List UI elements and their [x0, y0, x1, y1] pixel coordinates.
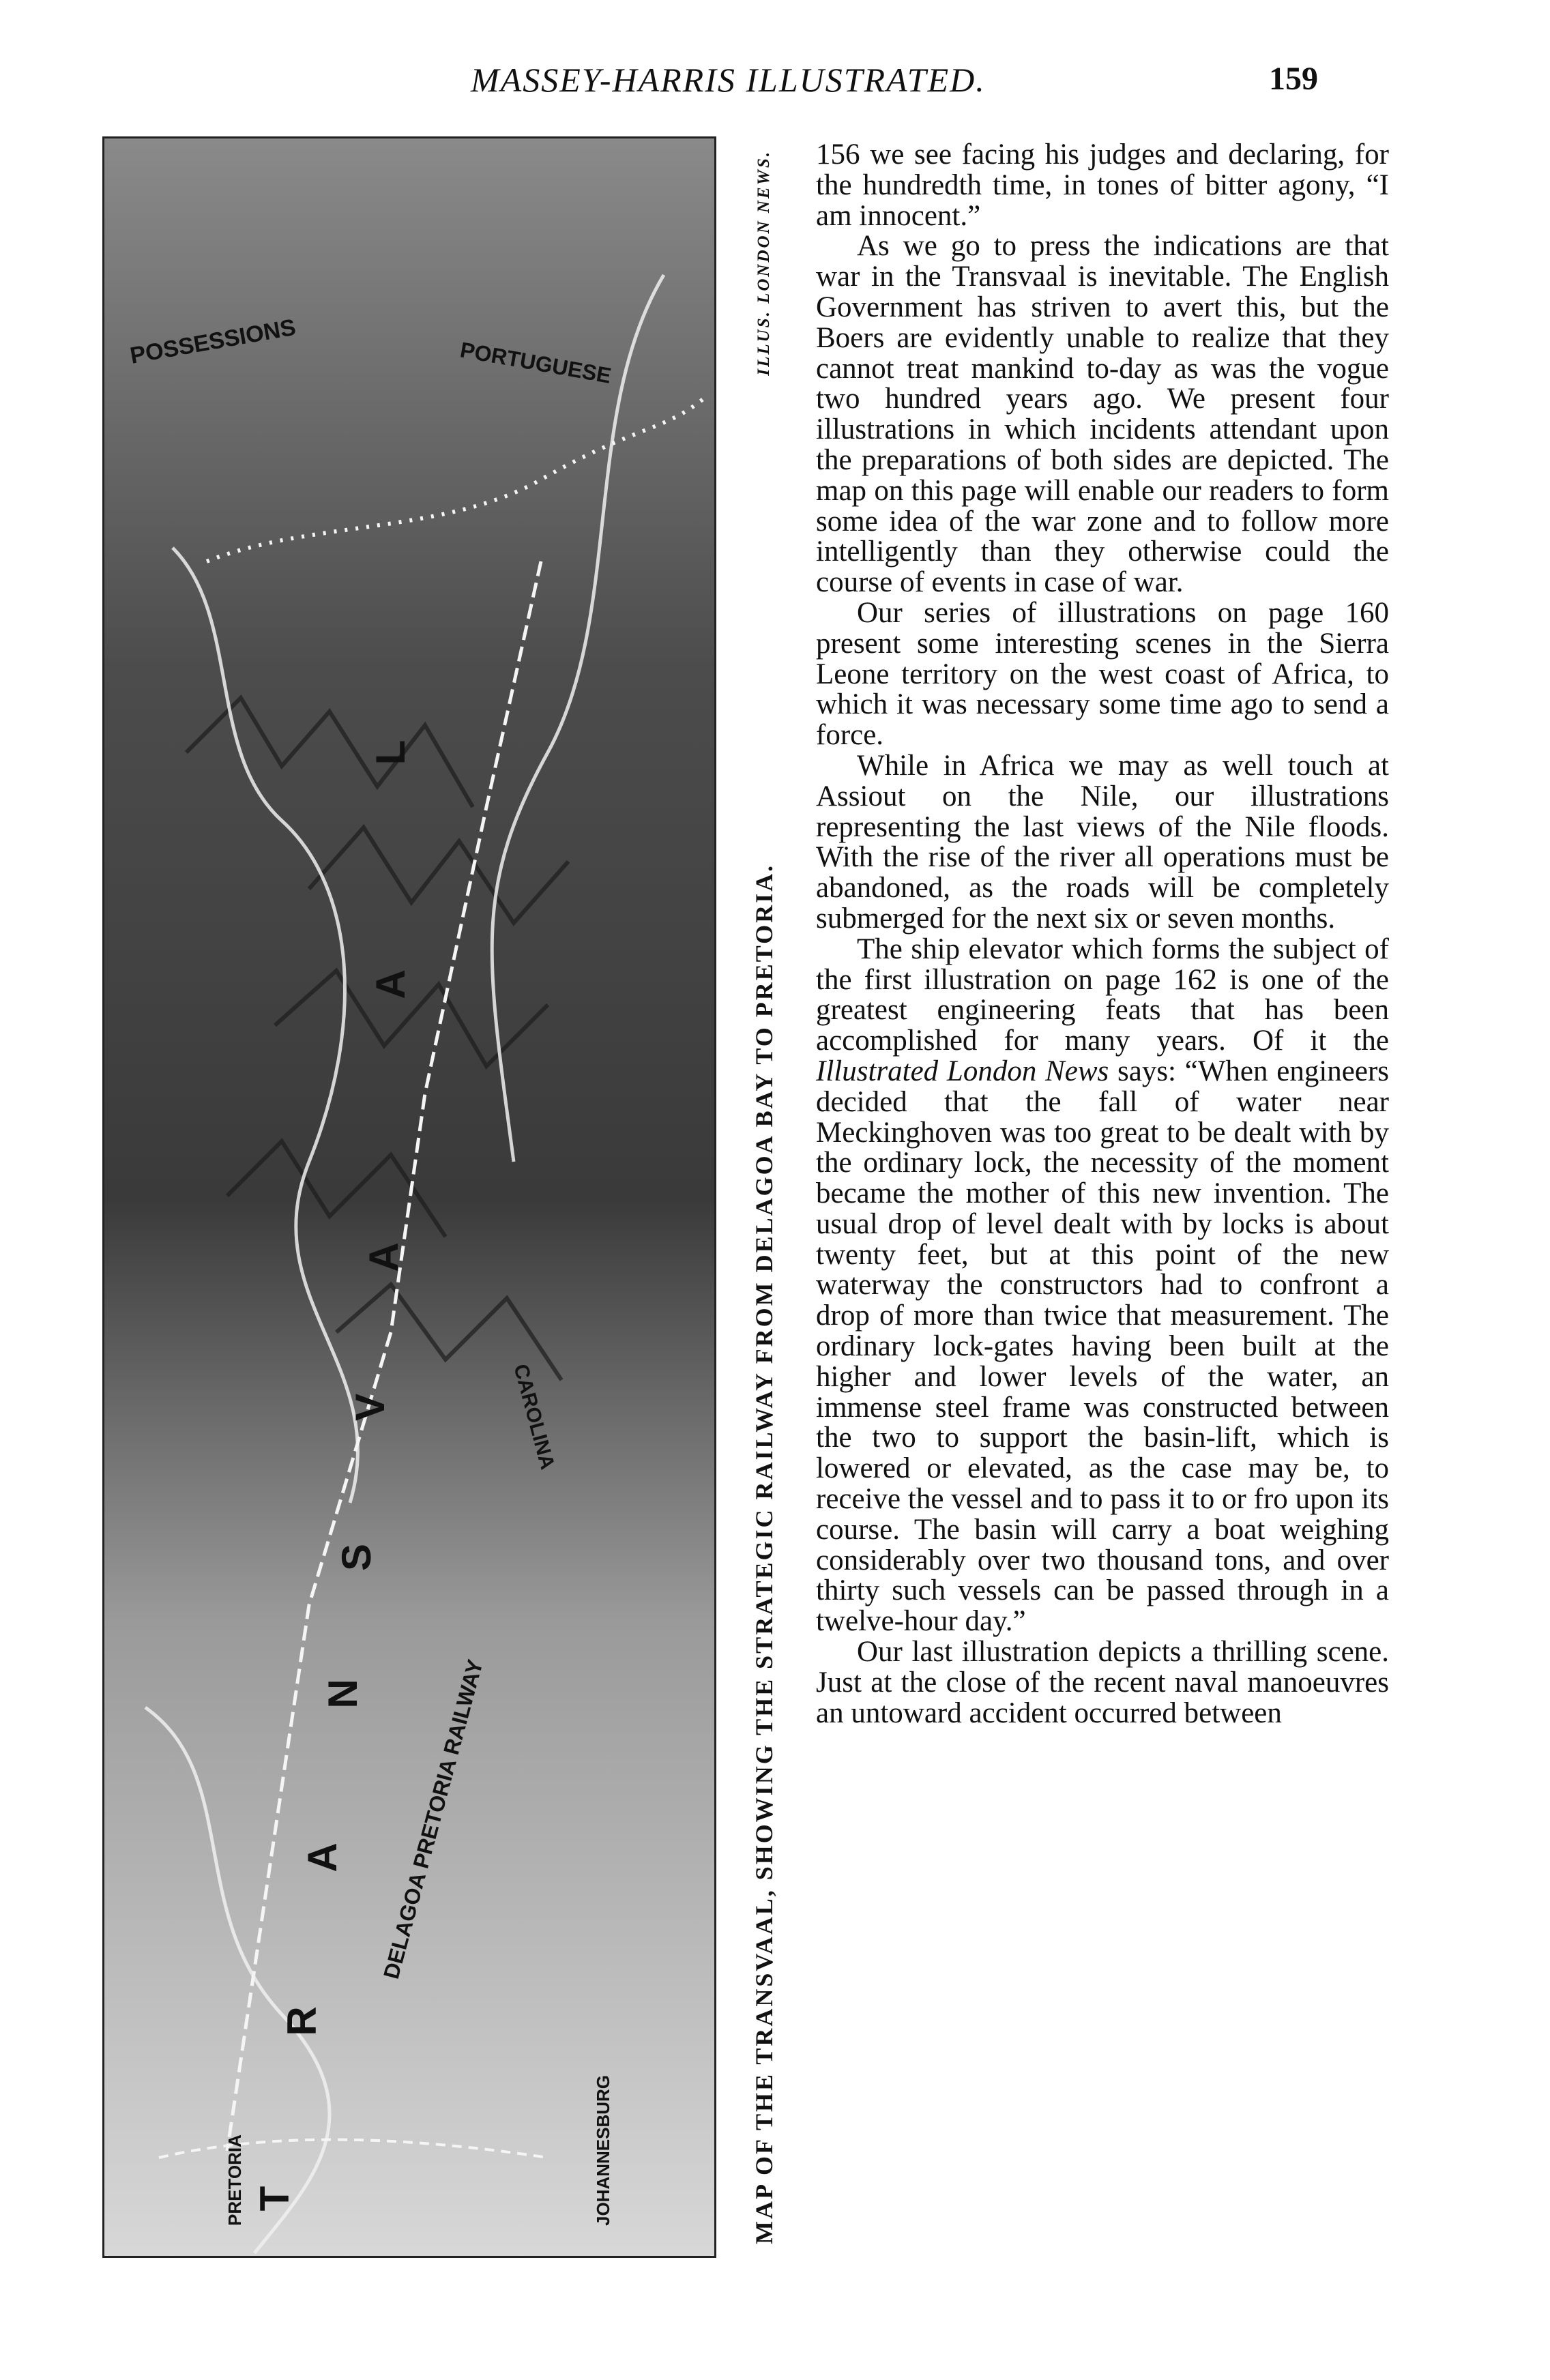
article-column [816, 140, 1389, 1729]
region-letter: A [368, 969, 413, 999]
paragraph-2: As we go to press the indications are that war in the Transvaal is inevitable. The English Government has striven to avert this, but the Boers are evidently unable to realize that they cannot treat mankind to-day as was the vogue two hundred years ago. We present four illustrations in which incidents attendant upon the preparations of both sides are depicted. The map on this page will enable our readers to form some idea of the war zone and to follow more intelligently than they otherwise could the course of events in case of war. [816, 230, 1389, 599]
region-letter: A [299, 1842, 345, 1872]
paragraph-6: Our last illustration depicts a thrilling scene. Just at the close of the recent naval manoeuvres an untoward accident occurred between [816, 1636, 1389, 1729]
region-letter: N [320, 1679, 366, 1709]
paragraph-1: 156 we see facing his judges and declaring, for the hundredth time, in tones of bitter agony, “I am innocent.” [816, 138, 1389, 232]
caption-rail [740, 136, 788, 2258]
page-number: 159 [1269, 61, 1318, 97]
johannesburg-label: JOHANNESBURG [593, 2074, 613, 2226]
caption-text: MAP OF THE TRANSVAAL, SHOWING THE STRATEGIC RAILWAY FROM DELAGOA BAY TO PRETORIA. [750, 863, 778, 2244]
transvaal-map [102, 136, 716, 2258]
region-letter: T [252, 2186, 297, 2212]
map-illustration [104, 138, 716, 2258]
pretoria-label: PRETORIA [224, 2134, 245, 2226]
map-figure [102, 136, 785, 2258]
carolina-label: CAROLINA [509, 1362, 559, 1472]
portuguese-label: POSSESSIONS [128, 314, 298, 369]
paragraph-5 [816, 932, 1389, 1638]
region-letter: L [368, 739, 413, 765]
region-letter: V [347, 1393, 393, 1422]
railway-label: DELAGOA PRETORIA RAILWAY [378, 1656, 488, 1982]
running-title: MASSEY-HARRIS ILLUSTRATED. [471, 61, 986, 99]
image-credit: ILLUS. LONDON NEWS. [755, 150, 773, 376]
paragraph-5-start: The ship elevator which forms the subject of the first illustration on page 162 is one of the greatest engineering feats that has been accomplished for many years. Of it the [816, 932, 1389, 1057]
region-letter: A [361, 1242, 407, 1272]
region-letter: R [279, 2006, 325, 2036]
paragraph-3: Our series of illustrations on page 160 present some interesting scenes in the Sierra Leone territory on the west coast of Africa, to which it was necessary some time ago to send a force. [816, 596, 1389, 752]
page-header [0, 60, 1550, 121]
portuguese-label-2: PORTUGUESE [458, 337, 613, 388]
region-letter: S [334, 1543, 379, 1572]
paragraph-4: While in Africa we may as well touch at Assiout on the Nile, our illustrations representing the last views of the Nile floods. With the rise of the river all operations must be abandoned, as the roads will be completely submerged for the next six or seven months. [816, 749, 1389, 935]
map-caption [740, 136, 788, 2258]
publication-title: Illustrated London News [816, 1055, 1109, 1087]
paragraph-5-quote: says: “When engineers decided that the fall of water near Meckinghoven was too great to be dealt with by the ordinary lock, the necessity of the moment became the mother of this new invention. The usual drop of level dealt with by locks is about twenty feet, but at this point of the new waterway the constructors had to confront a drop of more than twice that measurement. The ordinary lock-gates having been built at the higher and lower levels of the water, an immense steel frame was constructed between the two to support the basin-lift, which is lowered or elevated, as the case may be, to receive the vessel and to pass it to or fro upon its course. The basin will carry a boat weighing considerably over two thousand tons, and over thirty such vessels can be passed through in a twelve-hour day.” [816, 1055, 1389, 1638]
